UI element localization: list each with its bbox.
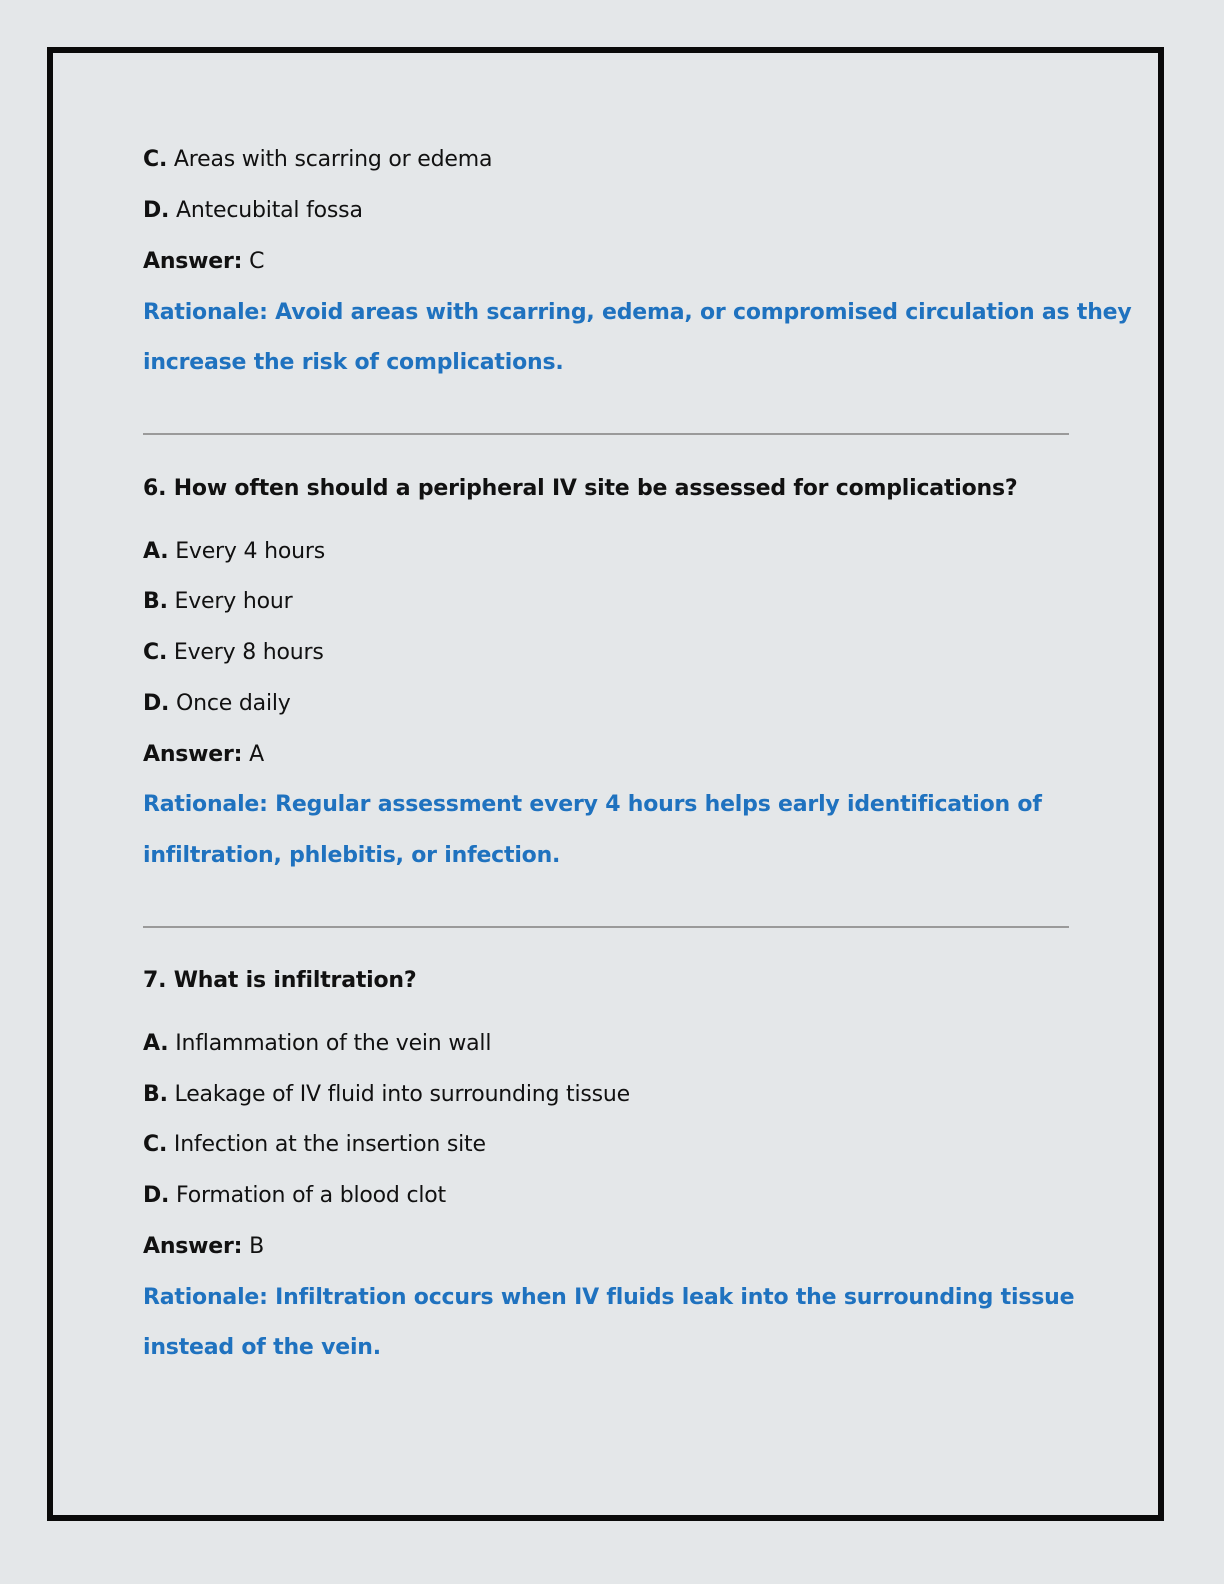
option-text: Areas with scarring or edema [167,147,493,172]
option-text: Every 4 hours [168,539,325,564]
q7-rationale-line-1: Rationale: Infiltration occurs when IV fluids leak into the surrounding tissue [143,1285,1075,1310]
q7-option-d [143,1181,446,1211]
answer-value: B [242,1234,264,1259]
option-letter: B. [143,1082,168,1107]
option-text: Inflammation of the vein wall [168,1031,492,1056]
option-text: Formation of a blood clot [169,1183,446,1208]
q7-rationale-line-2: instead of the vein. [143,1335,381,1360]
q6-rationale-line-1: Rationale: Regular assessment every 4 hours helps early identification of [143,792,1042,817]
option-letter: C. [143,640,168,665]
option-text: Infection at the insertion site [167,1132,486,1157]
q6-option-a [143,537,325,567]
q7-option-c [143,1130,486,1160]
section-divider [143,433,1069,435]
option-letter: D. [143,691,170,716]
q6-answer [143,740,264,770]
option-letter: C. [143,1132,168,1157]
option-letter: A. [143,539,169,564]
section-divider [143,926,1069,928]
option-letter: C. [143,147,168,172]
q6-question: 6. How often should a peripheral IV site be assessed for complications? [143,476,1018,501]
answer-label: Answer: [143,249,243,274]
q6-option-b [143,587,292,617]
q7-question: 7. What is infiltration? [143,968,417,993]
q5-rationale-line-2: increase the risk of complications. [143,350,564,375]
option-text: Every 8 hours [167,640,324,665]
q6-rationale-line-2: infiltration, phlebitis, or infection. [143,843,561,868]
option-text: Antecubital fossa [169,198,363,223]
option-text: Once daily [169,691,291,716]
option-letter: D. [143,198,170,223]
answer-value: A [242,742,264,767]
option-text: Every hour [167,589,293,614]
q5-answer [143,247,264,277]
option-text: Leakage of IV fluid into surrounding tissue [167,1082,630,1107]
q5-option-d [143,196,363,226]
option-letter: B. [143,589,168,614]
option-letter: D. [143,1183,170,1208]
q6-option-d [143,689,291,719]
q5-option-c [143,145,492,175]
q7-option-b [143,1080,630,1110]
q6-option-c [143,638,324,668]
option-letter: A. [143,1031,169,1056]
answer-label: Answer: [143,742,243,767]
q5-rationale-line-1: Rationale: Avoid areas with scarring, edema, or compromised circulation as they [143,300,1132,325]
q7-option-a [143,1029,491,1059]
q7-answer [143,1232,264,1262]
answer-label: Answer: [143,1234,243,1259]
answer-value: C [242,249,265,274]
